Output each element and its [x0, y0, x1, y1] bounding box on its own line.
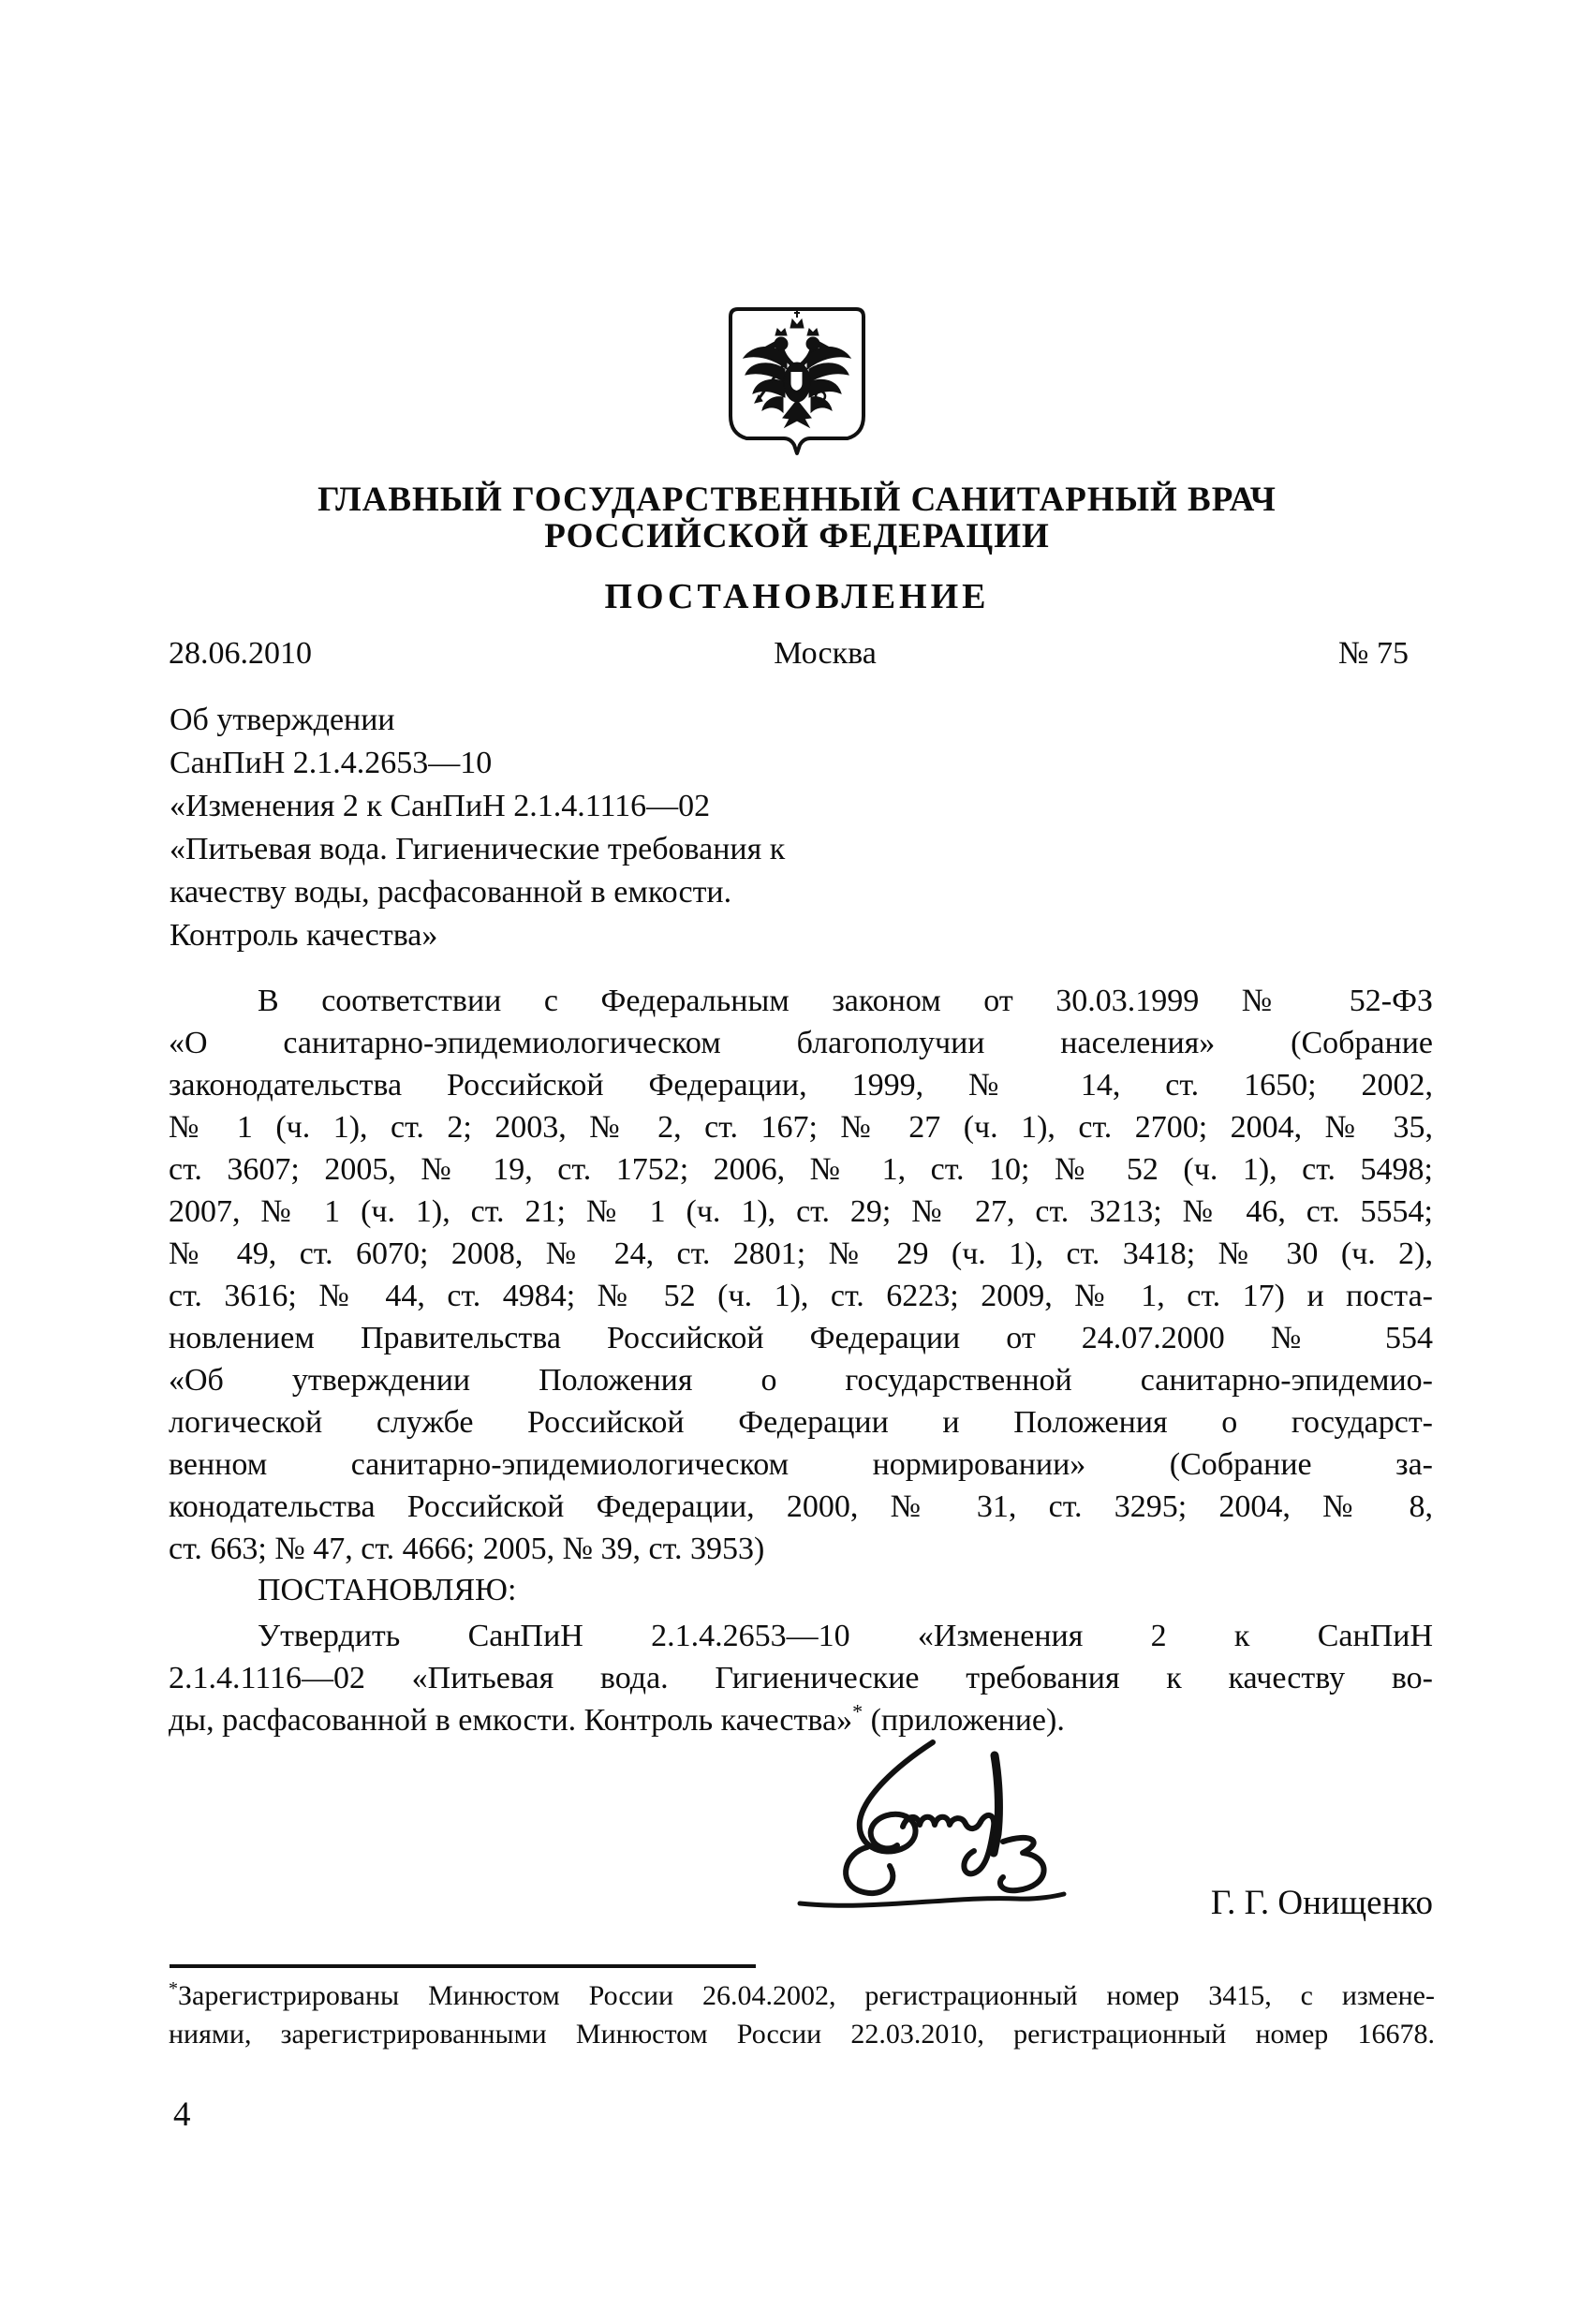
preamble-line: конодательства Российской Федерации, 2000, № 31, ст. 3295; 2004, № 8, — [169, 1489, 1433, 1524]
issuer-name-line1: ГЛАВНЫЙ ГОСУДАРСТВЕННЫЙ САНИТАРНЫЙ ВРАЧ — [317, 481, 1277, 519]
preamble-line: логической службе Российской Федерации и Положения о государст- — [169, 1405, 1433, 1440]
russian-coat-of-arms-icon — [727, 305, 867, 470]
document-place: Москва — [774, 636, 877, 671]
operative-text: ды, расфасованной в емкости. Контроль качества» — [169, 1703, 853, 1738]
resolve-heading: ПОСТАНОВЛЯЮ: — [258, 1573, 517, 1607]
preamble-line: венном санитарно-эпидемиологическом нормировании» (Собрание за- — [169, 1447, 1433, 1482]
issuer-name-line2: РОССИЙСКОЙ ФЕДЕРАЦИИ — [544, 517, 1050, 555]
preamble-line: новлением Правительства Российской Федерации от 24.07.2000 № 554 — [169, 1321, 1433, 1355]
footnote-divider — [170, 1964, 756, 1968]
page-number: 4 — [173, 2095, 191, 2134]
preamble-line: ст. 3616; № 44, ст. 4984; № 52 (ч. 1), ст. 6223; 2009, № 1, ст. 17) и поста- — [169, 1279, 1433, 1313]
signature-area — [775, 1729, 1090, 1915]
preamble-line: «Об утверждении Положения о государственной санитарно-эпидемио- — [169, 1363, 1433, 1398]
footnote-text-line — [169, 1976, 1435, 2015]
emblem-box — [727, 305, 867, 470]
document-type-title: ПОСТАНОВЛЕНИЕ — [604, 577, 990, 616]
subject-block — [170, 699, 785, 957]
footnote-text: Зарегистрированы Минюстом России 26.04.2002, регистрационный номер 3415, с измене- — [178, 1980, 1435, 2011]
preamble-line: ст. 663; № 47, ст. 4666; 2005, № 39, ст. 3953) — [169, 1532, 765, 1566]
signature-icon — [775, 1729, 1090, 1915]
footnote-reference-marker: * — [852, 1699, 863, 1724]
footnote-text-line: ниями, зарегистрированными Минюстом России 22.03.2010, регистрационный номер 16678. — [169, 2019, 1435, 2050]
operative-line: Утвердить СанПиН 2.1.4.2653—10 «Изменения 2 к СанПиН — [258, 1619, 1433, 1653]
signer-name: Г. Г. Онищенко — [1210, 1884, 1433, 1922]
issuer-name — [0, 481, 1594, 555]
subject-line: «Питьевая вода. Гигиенические требования к — [170, 832, 786, 866]
document-number: № 75 — [1338, 636, 1409, 671]
preamble-line: В соответствии с Федеральным законом от 30.03.1999 № 52-ФЗ — [258, 984, 1433, 1018]
preamble-line: «О санитарно-эпидемиологическом благополучии населения» (Собрание — [169, 1026, 1433, 1060]
preamble-line: № 1 (ч. 1), ст. 2; 2003, № 2, ст. 167; № 27 (ч. 1), ст. 2700; 2004, № 35, — [169, 1110, 1433, 1145]
subject-line: качеству воды, расфасованной в емкости. — [170, 875, 732, 910]
dateline — [169, 636, 1409, 672]
operative-paragraph — [169, 1615, 1433, 1741]
subject-line: Контроль качества» — [170, 918, 438, 953]
subject-line: «Изменения 2 к СанПиН 2.1.4.1116—02 — [170, 789, 711, 823]
preamble-paragraph — [169, 980, 1433, 1570]
preamble-line: законодательства Российской Федерации, 1999, № 14, ст. 1650; 2002, — [169, 1068, 1433, 1103]
footnote-marker: * — [169, 1978, 178, 1999]
operative-text: (приложение). — [863, 1703, 1065, 1738]
preamble-line: № 49, ст. 6070; 2008, № 24, ст. 2801; № 29 (ч. 1), ст. 3418; № 30 (ч. 2), — [169, 1236, 1433, 1271]
footnote — [169, 1976, 1435, 2053]
subject-line: СанПиН 2.1.4.2653—10 — [170, 746, 493, 780]
document-date: 28.06.2010 — [169, 636, 312, 671]
preamble-line: 2007, № 1 (ч. 1), ст. 21; № 1 (ч. 1), ст. 29; № 27, ст. 3213; № 46, ст. 5554; — [169, 1194, 1433, 1229]
operative-line: 2.1.4.1116—02 «Питьевая вода. Гигиенические требования к качеству во- — [169, 1661, 1433, 1695]
subject-line: Об утверждении — [170, 703, 395, 737]
preamble-line: ст. 3607; 2005, № 19, ст. 1752; 2006, № 1, ст. 10; № 52 (ч. 1), ст. 5498; — [169, 1152, 1433, 1187]
